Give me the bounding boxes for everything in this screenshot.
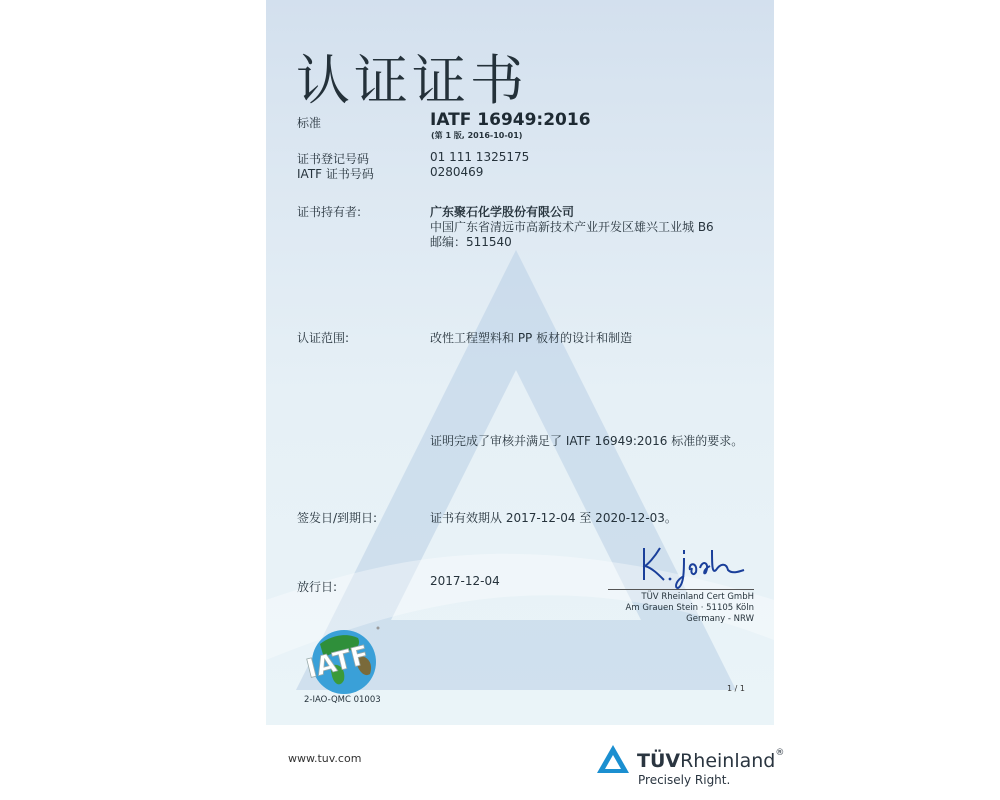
tuv-brand: TÜVRheinland® bbox=[637, 748, 785, 772]
issuer-country: Germany - NRW bbox=[686, 614, 754, 624]
issuer-name: TÜV Rheinland Cert GmbH bbox=[641, 592, 754, 602]
issuer-address: Am Grauen Stein · 51105 Köln bbox=[625, 603, 754, 613]
scope-value: 改性工程塑料和 PP 板材的设计和制造 bbox=[430, 331, 633, 345]
standard-value: IATF 16949:2016 bbox=[430, 110, 591, 130]
certificate-title: 认证证书 bbox=[296, 49, 528, 112]
holder-address: 中国广东省清远市高新技术产业开发区雄兴工业城 B6 bbox=[430, 220, 714, 234]
release-label: 放行日: bbox=[297, 580, 338, 594]
release-value: 2017-12-04 bbox=[430, 574, 500, 588]
compliance-statement: 证明完成了审核并满足了 IATF 16949:2016 标准的要求。 bbox=[430, 434, 744, 448]
registration-no-label: 证书登记号码 bbox=[297, 152, 370, 166]
svg-text:IATF: IATF bbox=[303, 640, 373, 685]
holder-label: 证书持有者: bbox=[297, 205, 362, 219]
signature bbox=[640, 540, 750, 594]
holder-company: 广东聚石化学股份有限公司 bbox=[430, 205, 575, 219]
iatf-globe-logo bbox=[300, 622, 390, 701]
scope-label: 认证范围: bbox=[297, 331, 350, 345]
holder-postcode: 邮编：511540 bbox=[430, 235, 512, 249]
registration-no-value: 01 111 1325175 bbox=[430, 150, 530, 164]
iatf-oversight-code: 2-IAO-QMC 01003 bbox=[304, 695, 381, 705]
page-number: 1 / 1 bbox=[727, 684, 745, 693]
signature-line bbox=[608, 589, 754, 590]
iatf-no-value: 0280469 bbox=[430, 165, 484, 179]
validity-value: 证书有效期从 2017-12-04 至 2020-12-03。 bbox=[430, 511, 677, 525]
tuv-triangle-logo-icon bbox=[596, 744, 630, 778]
standard-label: 标准 bbox=[297, 116, 322, 130]
standard-edition: (第 1 版, 2016-10-01) bbox=[431, 131, 523, 140]
footer-url[interactable]: www.tuv.com bbox=[288, 752, 362, 765]
iatf-no-label: IATF 证书号码 bbox=[297, 167, 374, 181]
tuv-slogan: Precisely Right. bbox=[638, 773, 731, 787]
validity-label: 签发日/到期日: bbox=[297, 511, 378, 525]
